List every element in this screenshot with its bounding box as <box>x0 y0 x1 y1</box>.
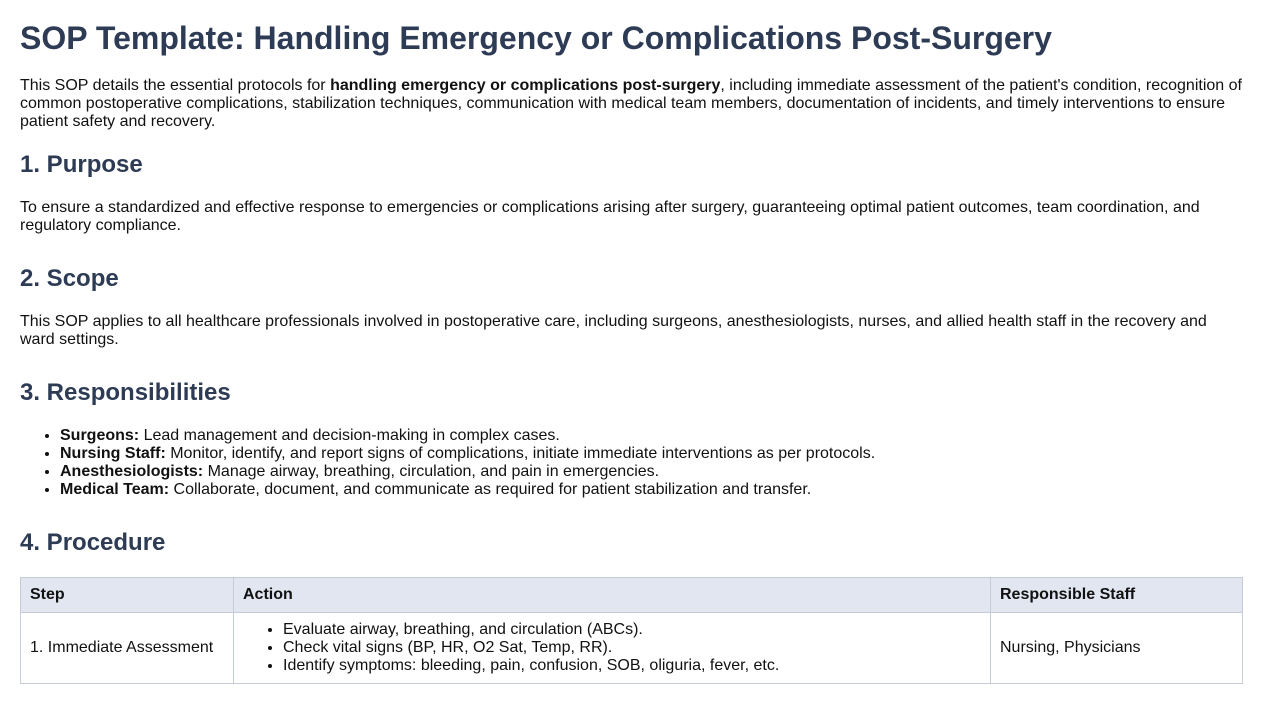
intro-paragraph <box>20 77 1243 131</box>
action-item: • Check vital signs (BP, HR, O2 Sat, Temp, RR). <box>283 639 981 657</box>
intro-text-end: , including immediate assessment of the patient's condition, recognition of common postoperative complications, stabilization techniques, communication with medical team members, documentation of incidents, and timely interventions to ensure patient safety and recovery. <box>20 77 1242 130</box>
responsibility-role: Nursing Staff: <box>60 445 166 462</box>
responsibility-text: Monitor, identify, and report signs of complications, initiate immediate interventions as per protocols. <box>165 445 876 462</box>
procedure-table <box>20 577 1243 684</box>
action-item: • Identify symptoms: bleeding, pain, confusion, SOB, oliguria, fever, etc. <box>283 657 981 675</box>
responsibility-text: Manage airway, breathing, circulation, and pain in emergencies. <box>203 463 660 480</box>
action-cell <box>234 613 991 684</box>
responsibilities-list <box>20 427 1243 499</box>
intro-text-start: This SOP details the essential protocols for <box>20 77 331 94</box>
column-header-responsible-staff: Responsible Staff <box>991 578 1243 613</box>
action-list <box>243 621 981 675</box>
responsibility-text: Collaborate, document, and communicate as required for patient stabilization and transfer. <box>169 481 812 498</box>
column-header-action: Action <box>234 578 991 613</box>
purpose-heading: 1. Purpose <box>20 151 143 178</box>
responsibility-role: Anesthesiologists: <box>60 463 204 480</box>
table-row <box>21 613 1243 684</box>
responsibility-item <box>60 463 1243 481</box>
responsibilities-heading: 3. Responsibilities <box>20 379 231 406</box>
table-header-row <box>21 578 1243 613</box>
intro-text-bold: handling emergency or complications post-surgery <box>330 77 721 94</box>
procedure-heading: 4. Procedure <box>20 529 166 556</box>
responsible-staff-cell: Nursing, Physicians <box>991 613 1243 684</box>
responsibility-role: Surgeons: <box>60 427 140 444</box>
step-cell: 1. Immediate Assessment <box>21 613 234 684</box>
responsibility-role: Medical Team: <box>60 481 170 498</box>
page-title: SOP Template: Handling Emergency or Complications Post-Surgery <box>20 20 1052 56</box>
responsibility-item <box>60 427 1243 445</box>
responsibility-item <box>60 481 1243 499</box>
column-header-step: Step <box>21 578 234 613</box>
purpose-text: To ensure a standardized and effective response to emergencies or complications arising after surgery, guaranteeing optimal patient outcomes, team coordination, and regulatory compliance. <box>20 199 1200 234</box>
action-item: • Evaluate airway, breathing, and circulation (ABCs). <box>283 621 981 639</box>
responsibility-item <box>60 445 1243 463</box>
scope-heading: 2. Scope <box>20 265 119 292</box>
responsibility-text: Lead management and decision-making in complex cases. <box>139 427 560 444</box>
scope-text: This SOP applies to all healthcare professionals involved in postoperative care, including surgeons, anesthesiologists, nurses, and allied health staff in the recovery and ward settings. <box>20 313 1207 348</box>
